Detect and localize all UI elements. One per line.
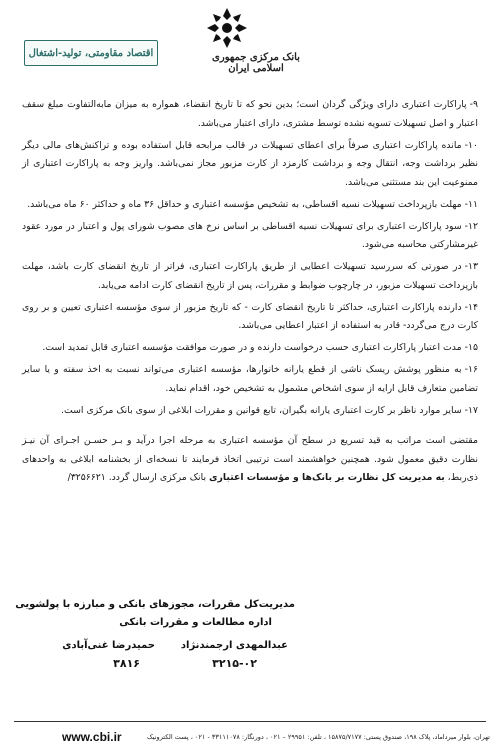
footer-divider — [14, 721, 486, 722]
clause-text: سایر موارد ناظر بر کارت اعتباری یارانه بگیران، تابع قوانین و مقررات ابلاغی از سوی بانک مرکزی است. — [61, 404, 462, 416]
closing-bold-text: به مدیریت کل نظارت بر بانک‌ها و مؤسسات اعتباری — [209, 472, 445, 483]
clause-16 — [22, 361, 478, 398]
cbi-logo-icon — [205, 6, 249, 50]
bank-name: بانک مرکزی جمهوری اسلامی ایران — [212, 52, 300, 74]
closing-text-end: بانک مرکزی ارسال گردد. ۳۲۵۶۶۲۱/ — [67, 472, 210, 483]
clause-text: مهلت بازپرداخت تسهیلات نسیه اقساطی، به تشخیص مؤسسه اعتباری و حداقل ۳۶ ماه و حداکثر ۶۰ ماه می‌باشد. — [27, 198, 462, 210]
closing-paragraph — [22, 432, 478, 488]
slogan-stamp — [24, 40, 158, 66]
clause-10 — [22, 137, 478, 193]
signature-office: اداره مطالعات و مقررات بانکی — [119, 617, 272, 628]
closing-text: مقتضی است مراتب به قید تسریع در سطح آن مؤسسه اعتباری به مرحله اجرا درآید و بـر حسـن اجـرای آن نیـز نظارت دقیق معمول شود. همچنین خواهشمند است ترتیبی اتخاذ فرمایند تا نسخه‌ای از بخشنامه ابلاغی به واحدهای ذی‌ربط، — [22, 435, 478, 483]
clause-text: به منظور پوشش ریسک ناشی از قطع یارانه خانوارها، مؤسسه اعتباری می‌تواند نسبت به اخذ سفته و یا سایر تضامین متعارف قابل ارایه از سوی اشخاص مشمول به تشخیص خود، اقدام نماید. — [22, 364, 478, 394]
clause-17 — [22, 402, 478, 421]
clause-text: دارنده پاراکارت اعتباری، حداکثر تا تاریخ انقضای کارت - که تاریخ مزبور از سوی مؤسسه اعتباری تعیین و بر روی کارت درج می‌گردد- قادر به استفاده از اعتبار اعطایی می‌باشد. — [22, 301, 478, 331]
footer-address: تهران، بلوار میرداماد، پلاک ۱۹۸، صندوق پستی: ۱۵۸۷۵/۷۱۷۷ ، تلفن: ۲۹۹۵۱ – ۰۲۱ ، دورنگار: ۳۳۱۱۱۰۷۸ - ۰۲۱ ، پست الکترونیک — [146, 733, 490, 741]
clause-number: ۱۵- — [464, 342, 478, 353]
clause-number: ۱۶- — [464, 364, 478, 375]
signatory-code-left: ۳۸۱۶ — [113, 657, 140, 670]
document-body — [22, 96, 478, 488]
clause-number: ۱۷- — [464, 404, 478, 416]
clause-number: ۱۲- — [464, 220, 478, 232]
clause-13 — [22, 258, 478, 295]
clause-number: ۱۳- — [464, 261, 478, 272]
clause-12 — [22, 218, 478, 255]
clause-text: مدت اعتبار پاراکارت اعتباری حسب درخواست دارنده و در صورت موافقت مؤسسه اعتباری قابل تمدید است. — [42, 342, 462, 353]
clause-text: مانده پاراکارت اعتباری صرفاً برای اعطای تسهیلات در قالب مرابحه قابل استفاده بوده و تراکنش‌های مالی دیگر نظیر برداشت وجه، انتقال وجه و برداشت کارمزد از کارت مزبور مجاز نمی‌باشد. واریز وجه به پاراکارت اعتباری از ممنوعیت این بند مستثنی می‌باشد. — [22, 139, 478, 188]
clause-9 — [22, 96, 478, 133]
signatory-name-left: حمیدرضا غنی‌آبادی — [62, 640, 155, 651]
slogan-text: اقتصاد مقاومتی، تولید-اشتغال — [28, 47, 154, 59]
clause-number: ۱۱- — [464, 198, 478, 210]
clause-number: ۹- — [469, 99, 478, 110]
clause-14 — [22, 299, 478, 336]
signature-department: مدیریت‌کل مقررات، مجوزهای بانکی و مبارزه با پولشویی — [15, 599, 295, 610]
clause-11 — [22, 196, 478, 215]
clause-text: سود پاراکارت اعتباری برای تسهیلات نسیه اقساطی بر اساس نرخ های مصوب شورای پول و اعتبار در مورد عقود غیرمشارکتی محاسبه می‌شود. — [22, 220, 478, 250]
clause-15 — [22, 339, 478, 358]
signatory-code-right: ۳۲۱۵-۰۲ — [212, 657, 257, 670]
clause-text: پاراکارت اعتباری دارای ویژگی گردان است؛ بدین نحو که تا تاریخ انقضاء، همواره به میزان مابه‌التفاوت مبلغ سقف اعتبار و اصل تسهیلات تسویه نشده توسط مشتری، دارای اعتبار می‌باشد. — [22, 99, 478, 129]
signatory-name-right: عبدالمهدی ارجمندنژاد — [180, 640, 288, 651]
clause-text: در صورتی که سررسید تسهیلات اعطایی از طریق پاراکارت اعتباری، فراتر از تاریخ انقضای کارت باشد، مهلت بازپرداخت تسهیلات مزبور، در چارچوب ضوابط و مقررات، پس از تاریخ انقضای کارت ادامه می‌یابد. — [22, 261, 478, 291]
footer-website-link[interactable]: www.cbi.ir — [62, 730, 122, 744]
clause-number: ۱۴- — [464, 301, 478, 313]
clause-number: ۱۰- — [464, 139, 478, 151]
